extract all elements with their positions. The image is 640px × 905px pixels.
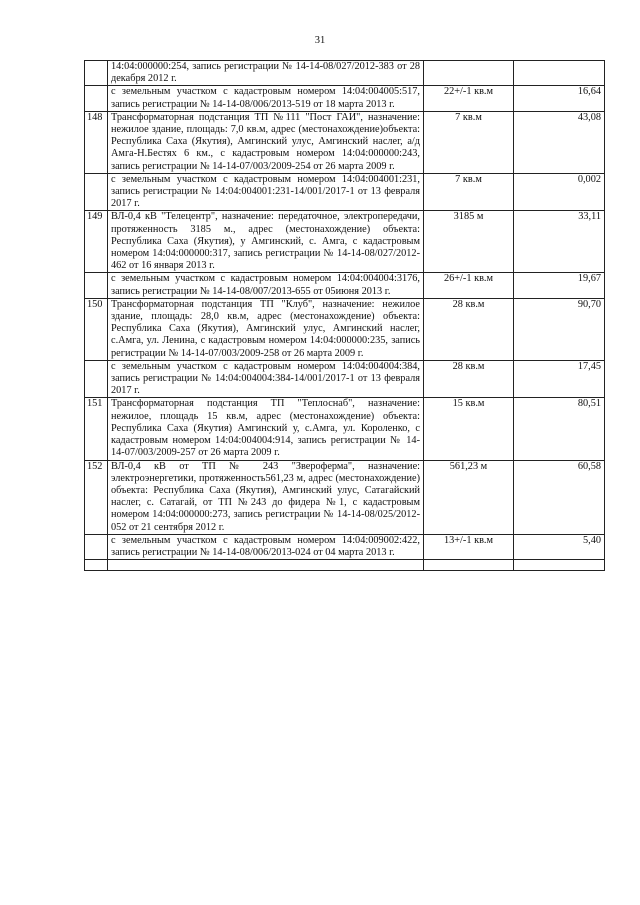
- row-number: [85, 273, 108, 298]
- object-value: 33,11: [514, 211, 605, 273]
- object-description: Трансформаторная подстанция ТП "Теплоснаб", назначение: нежилое, площадь 15 кв.м, адрес (местонахождение) объекта: Республика Саха (Якутия) Амгинский у, с.Амга, ул. Короленко, с кадастровым номером 14:04:004004:914, запись регистрации № 14-14-07/003/2009-257 от 26 марта 2009 г.: [108, 398, 424, 460]
- object-value: 43,08: [514, 111, 605, 173]
- row-number: [85, 61, 108, 86]
- object-area: 22+/-1 кв.м: [424, 86, 514, 111]
- object-area: 3185 м: [424, 211, 514, 273]
- table-row: [85, 460, 605, 534]
- object-area: 7 кв.м: [424, 111, 514, 173]
- table-row: [85, 61, 605, 86]
- object-area: 561,23 м: [424, 460, 514, 534]
- empty-cell: [85, 560, 108, 571]
- row-number: 150: [85, 298, 108, 360]
- empty-cell: [108, 560, 424, 571]
- table-row: [85, 360, 605, 398]
- object-value: 17,45: [514, 360, 605, 398]
- table-row: [85, 173, 605, 211]
- object-description: с земельным участком с кадастровым номером 14:04:009002:422, запись регистрации № 14-14-08/006/2013-024 от 04 марта 2013 г.: [108, 534, 424, 559]
- table-row-empty: [85, 560, 605, 571]
- table-row: [85, 86, 605, 111]
- row-number: [85, 534, 108, 559]
- object-description: с земельным участком с кадастровым номером 14:04:004005:517, запись регистрации № 14-14-08/006/2013-519 от 18 марта 2013 г.: [108, 86, 424, 111]
- object-area: [424, 61, 514, 86]
- table-row: [85, 273, 605, 298]
- page-number: 31: [314, 35, 326, 46]
- object-description: 14:04:000000:254, запись регистрации № 14-14-08/027/2012-383 от 28 декабря 2012 г.: [108, 61, 424, 86]
- object-description: Трансформаторная подстанция ТП №111 "Пост ГАИ", назначение: нежилое здание, площадь: 7,0 кв.м, адрес (местонахождение)объекта: Республика Саха (Якутия), Амгинский улус, Амгинский наслег, а/д Амга-Н.Бестях 6 км., с кадастровым номером 14:04:000000:243, запись регистрации № 14-14-07/003/2009-254 от 26 марта 2009 г.: [108, 111, 424, 173]
- property-register-table: [84, 60, 605, 571]
- object-area: 28 кв.м: [424, 298, 514, 360]
- object-description: ВЛ-0,4 кВ от ТП № 243 "Звероферма", назначение: электроэнергетики, протяженность561,23 м, адрес (местонахождение) объекта: Республика Саха (Якутия), Амгинский улус, Сатагайский наслег, с. Сатагай, от ТП №243 до фидера №1, с кадастровым номером 14:04:000000:273, запись регистрации № 14-14-08/025/2012-052 от 21 сентября 2012 г.: [108, 460, 424, 534]
- table-row: [85, 111, 605, 173]
- object-description: с земельным участком с кадастровым номером 14:04:004001:231, запись регистрации № 14:04:004001:231-14/001/2017-1 от 13 февраля 2017 г.: [108, 173, 424, 211]
- table-row: [85, 298, 605, 360]
- table-row: [85, 534, 605, 559]
- object-value: 90,70: [514, 298, 605, 360]
- object-area: 15 кв.м: [424, 398, 514, 460]
- object-area: 7 кв.м: [424, 173, 514, 211]
- empty-cell: [514, 560, 605, 571]
- empty-cell: [424, 560, 514, 571]
- object-area: 13+/-1 кв.м: [424, 534, 514, 559]
- row-number: 148: [85, 111, 108, 173]
- row-number: 149: [85, 211, 108, 273]
- object-description: с земельным участком с кадастровым номером 14:04:004004:3176, запись регистрации № 14-14-08/007/2013-655 от 05июня 2013 г.: [108, 273, 424, 298]
- object-value: 16,64: [514, 86, 605, 111]
- object-area: 26+/-1 кв.м: [424, 273, 514, 298]
- row-number: 152: [85, 460, 108, 534]
- object-value: 80,51: [514, 398, 605, 460]
- row-number: [85, 360, 108, 398]
- row-number: [85, 173, 108, 211]
- object-value: 5,40: [514, 534, 605, 559]
- row-number: 151: [85, 398, 108, 460]
- object-description: Трансформаторная подстанция ТП "Клуб", назначение: нежилое здание, площадь: 28,0 кв.м, адрес (местонахождение) объекта: Республика Саха (Якутия), Амгинский улус, Амгинский наслег, с.Амга, ул. Ленина, с кадастровым номером 14:04:000000:235, запись регистрации № 14-14-07/003/2009-258 от 26 марта 2009 г.: [108, 298, 424, 360]
- object-area: 28 кв.м: [424, 360, 514, 398]
- object-description: ВЛ-0,4 кВ "Телецентр", назначение: передаточное, электропередачи, протяженность 3185 м., адрес (местонахождение) объекта: Республика Саха (Якутия), у Амгинский, с. Амга, с кадастровым номером 14:04:000000:317, запись регистрации № 14-14-08/027/2012-462 от 16 января 2013 г.: [108, 211, 424, 273]
- object-value: [514, 61, 605, 86]
- row-number: [85, 86, 108, 111]
- object-value: 0,002: [514, 173, 605, 211]
- table-row: [85, 398, 605, 460]
- table-row: [85, 211, 605, 273]
- object-value: 19,67: [514, 273, 605, 298]
- object-description: с земельным участком с кадастровым номером 14:04:004004:384, запись регистрации № 14:04:004004:384-14/001/2017-1 от 13 февраля 2017 г.: [108, 360, 424, 398]
- object-value: 60,58: [514, 460, 605, 534]
